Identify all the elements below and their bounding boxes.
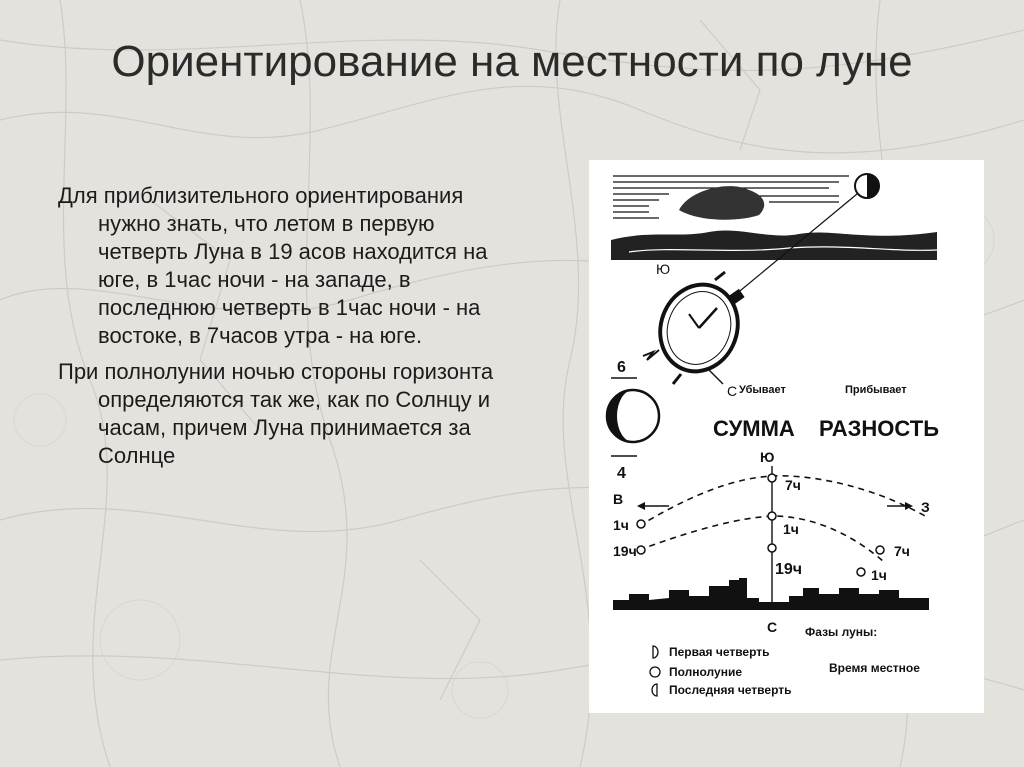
body-text [58,182,528,478]
moon-orientation-figure [589,160,984,713]
label-pribyvaet: Прибывает [845,384,907,396]
slide-title: Ориентирование на местности по луне [111,37,913,86]
last-quarter-icon [652,684,657,696]
moon-side-top-number: 6 [617,359,626,376]
paragraph-full-moon: При полнолунии ночью стороны горизонта определяются так же, как по Солнцу и часам, причем Луна принимается за Солнце [58,359,494,468]
label-summa: СУММА [713,416,795,441]
figure-drawing [589,160,984,713]
phases-legend [650,625,920,697]
arc-label-19h-center: 19ч [775,561,803,578]
label-raznost: РАЗНОСТЬ [819,416,940,441]
arc-label-north: С [767,619,778,635]
full-moon-icon [650,667,660,677]
moon-path-arcs [637,466,925,610]
moon-side-icon [607,390,659,442]
arc-label-1h-left: 1ч [613,517,629,533]
watch-illustration [643,272,750,384]
watch-south-label: Ю [656,261,671,277]
paragraph-first-quarter: Для приблизительного ориентирования нужно знать, что летом в первую четверть Луна в 19 асов находится на юге, в 1час ночи - на западе, в последнюю четверть в 1час ночи - на востоке, в 7часов утра - на юге. [58,183,488,348]
arc-label-7h-right: 7ч [894,543,910,559]
legend-last-quarter: Последняя четверть [669,683,792,697]
legend-full-moon: Полнолуние [669,665,742,679]
watch-north-label: С [727,383,738,399]
first-quarter-icon [653,646,658,658]
landscape-illustration [611,172,937,260]
legend-first-quarter: Первая четверть [669,645,770,659]
legend-local-time: Время местное [829,661,920,675]
label-ubyvaet: Убывает [739,384,786,396]
arc-label-1h-right: 1ч [871,567,887,583]
arc-label-1h-center: 1ч [783,521,799,537]
arc-label-south: Ю [760,449,775,465]
arc-label-east: В [613,491,624,507]
legend-title: Фазы луны: [805,625,878,639]
moon-side-bottom-number: 4 [617,465,626,482]
arc-label-19h-left: 19ч [613,543,637,559]
arc-label-west: З [921,499,930,515]
arc-label-7h-top: 7ч [785,477,801,493]
